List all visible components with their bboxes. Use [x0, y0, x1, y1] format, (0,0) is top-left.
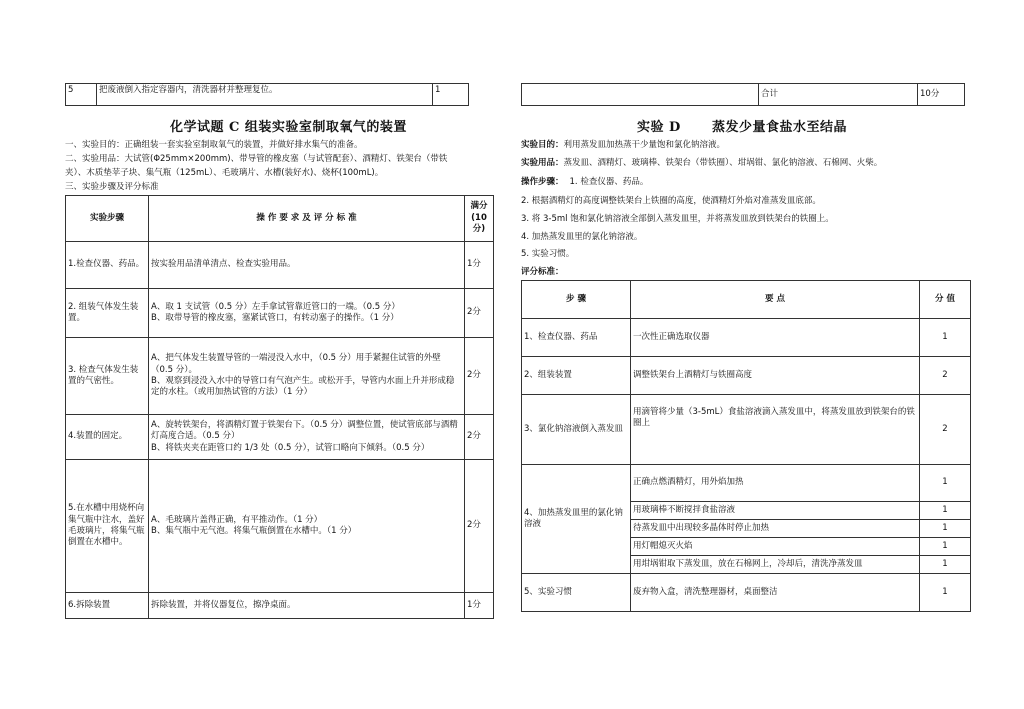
- header-step: 步 骤: [522, 281, 631, 319]
- table-row: [66, 289, 494, 338]
- requirement-line: B、集气瓶中无气泡。将集气瓶倒置在水槽中。（1 分）: [151, 526, 357, 536]
- step-item: 4. 加热蒸发皿里的氯化钠溶液。: [521, 232, 643, 242]
- step-cell: 5、实验习惯: [522, 574, 631, 612]
- step-cell: 5.在水槽中用烧杯向集气瓶中注水，盖好毛玻璃片，将集气瓶倒置在水槽中。: [66, 460, 149, 593]
- requirement-cell: [149, 415, 465, 460]
- left-intro-3: 夹）、木质垫苹子块、集气瓶（125mL）、毛玻璃片、水槽(装好水)、烧杯(100mL)。: [65, 168, 384, 178]
- items-line: [521, 156, 882, 170]
- steps-label: 操作步骤：: [521, 177, 564, 187]
- left-intro-2: 二、实验用品：大试管(Φ25mm×200mm)、带导管的橡皮塞（与试管配套）、酒精灯、铁架台（带铁: [65, 154, 448, 164]
- requirement-cell: 拆除装置，并将仪器复位，擦净桌面。: [149, 593, 465, 619]
- blank-cell: [522, 84, 759, 106]
- right-scoring-table: [521, 280, 971, 612]
- steps-line: [521, 175, 648, 189]
- score-cell: 1: [920, 502, 971, 520]
- criteria-label: 评分标准：: [521, 267, 564, 277]
- requirement-line: A、旋转铁架台，将酒精灯置于铁架台下。（0.5 分）调整位置，使试管底部与酒精灯高度合适。（0.5 分）: [151, 419, 458, 442]
- step-item: 3. 将 3-5ml 饱和氯化钠溶液全部倒入蒸发皿里，并将蒸发皿放到铁架台的铁圈上。: [521, 214, 834, 224]
- requirement-cell: [149, 338, 465, 415]
- point-cell: 用坩埚钳取下蒸发皿，放在石棉网上，冷却后，清洗净蒸发皿: [631, 556, 920, 574]
- requirement-line: A、毛玻璃片盖得正确，有平推动作。（1 分）: [151, 514, 323, 525]
- score-cell: 1: [920, 465, 971, 502]
- score-cell: 1: [920, 538, 971, 556]
- right-title-text: 蒸发少量食盐水至结晶: [712, 120, 848, 135]
- table-row: [522, 319, 971, 357]
- point-cell: 正确点燃酒精灯，用外焰加热: [631, 465, 920, 502]
- requirement-line: A、取 1 支试管（0.5 分）左手拿试管靠近管口的一端。（0.5 分）: [151, 301, 400, 312]
- table-row: [522, 574, 971, 612]
- total-score: 10分: [918, 84, 965, 106]
- score-cell: 1: [920, 574, 971, 612]
- step-cell: 3. 检查气体发生装置的气密性。: [66, 338, 149, 415]
- total-label: 合计: [759, 84, 918, 106]
- point-cell: 用滴管将少量（3-5mL）食盐溶液滴入蒸发皿中，将蒸发皿放到铁架台的铁圈上: [631, 395, 920, 465]
- left-intro-4: 三、实验步骤及评分标准: [65, 182, 159, 192]
- score-cell: 1分: [465, 242, 494, 289]
- point-cell: 一次性正确选取仪器: [631, 319, 920, 357]
- step-cell: 1.检查仪器、药品。: [66, 242, 149, 289]
- right-continuation-table: [521, 83, 965, 106]
- table-row: [522, 395, 971, 465]
- score-cell: 2分: [465, 415, 494, 460]
- header-requirements: 操 作 要 求 及 评 分 标 准: [149, 196, 465, 242]
- left-intro-1: 一、实验目的：正确组装一套实验室制取氧气的装置，并做好排水集气的准备。: [65, 140, 363, 150]
- step-cell: 3、氯化钠溶液倒入蒸发皿: [522, 395, 631, 465]
- step-cell: 2、组装装置: [522, 357, 631, 395]
- score-cell: 2分: [465, 338, 494, 415]
- header-score: [465, 196, 494, 242]
- point-cell: 待蒸发皿中出现较多晶体时停止加热: [631, 520, 920, 538]
- score-cell: 2分: [465, 289, 494, 338]
- score-cell: 2分: [465, 460, 494, 593]
- table-row: [66, 593, 494, 619]
- row-number: 5: [66, 84, 97, 106]
- purpose-label: 实验目的：: [521, 140, 564, 150]
- score-cell: 1: [920, 319, 971, 357]
- header-score: 分 值: [920, 281, 971, 319]
- requirement-line: B、将铁夹夹在距管口约 1/3 处（0.5 分），试管口略向下倾斜。（0.5 分）: [151, 442, 430, 453]
- requirement-line: A、把气体发生装置导管的一端浸没入水中，（0.5 分）用手紧握住试管的外壁（0.5 分）。: [151, 353, 441, 375]
- left-title: 化学试题 C 组装实验室制取氧气的装置: [170, 120, 407, 135]
- point-cell: 废弃物入盒，清洗整理器材，桌面整洁: [631, 574, 920, 612]
- table-row: [66, 242, 494, 289]
- step-cell: 4、加热蒸发皿里的氯化钠溶液: [522, 465, 631, 574]
- table-row: [66, 415, 494, 460]
- step-item: 1. 检查仪器、药品。: [569, 177, 649, 187]
- header-step: 实验步骤: [66, 196, 149, 242]
- point-cell: 调整铁架台上酒精灯与铁圈高度: [631, 357, 920, 395]
- step-item: 2. 根据酒精灯的高度调整铁架台上铁圈的高度，使酒精灯外焰对准蒸发皿底部。: [521, 196, 821, 206]
- header-point: 要 点: [631, 281, 920, 319]
- items-text: 蒸发皿、酒精灯、玻璃棒、铁架台（带铁圈）、坩埚钳、氯化钠溶液、石棉网、火柴。: [563, 158, 883, 168]
- header-score-line1: 满分: [470, 201, 488, 212]
- step-cell: 1、检查仪器、药品: [522, 319, 631, 357]
- requirement-line: B、取带导管的橡皮塞，塞紧试管口，有转动塞子的操作。（1 分）: [151, 313, 399, 323]
- requirement-cell: 按实验用品清单清点、检查实验用品。: [149, 242, 465, 289]
- requirement-cell: [149, 289, 465, 338]
- requirement-cell: [149, 460, 465, 593]
- left-scoring-table: [65, 195, 494, 619]
- table-row: [66, 338, 494, 415]
- requirement-line: B、观察到浸没入水中的导管口有气泡产生。或松开手，导管内水面上升并形成稳定的水柱。（或用加热试管的方法）（1 分）: [151, 376, 455, 398]
- purpose-text: 利用蒸发皿加热蒸干少量饱和氯化钠溶液。: [563, 140, 726, 150]
- score-cell: 1: [920, 556, 971, 574]
- score-cell: 2: [920, 395, 971, 465]
- header-score-line2: (10分): [471, 212, 487, 235]
- items-label: 实验用品：: [521, 158, 564, 168]
- row-text: 把废液倒入指定容器内，清洗器材并整理复位。: [97, 84, 433, 106]
- table-row: [66, 460, 494, 593]
- score-cell: 2: [920, 357, 971, 395]
- step-item: 5. 实验习惯。: [521, 249, 575, 259]
- table-row: [522, 357, 971, 395]
- right-title-label: 实验 D: [637, 120, 681, 135]
- step-cell: 4.装置的固定。: [66, 415, 149, 460]
- point-cell: 用灯帽熄灭火焰: [631, 538, 920, 556]
- score-cell: 1分: [465, 593, 494, 619]
- step-cell: 6.拆除装置: [66, 593, 149, 619]
- step-cell: 2. 组装气体发生装置。: [66, 289, 149, 338]
- table-row: [522, 465, 971, 502]
- score-cell: 1: [920, 520, 971, 538]
- purpose-line: [521, 138, 725, 152]
- point-cell: 用玻璃棒不断搅拌食盐溶液: [631, 502, 920, 520]
- left-continuation-table: [65, 83, 469, 106]
- row-score: 1: [433, 84, 469, 106]
